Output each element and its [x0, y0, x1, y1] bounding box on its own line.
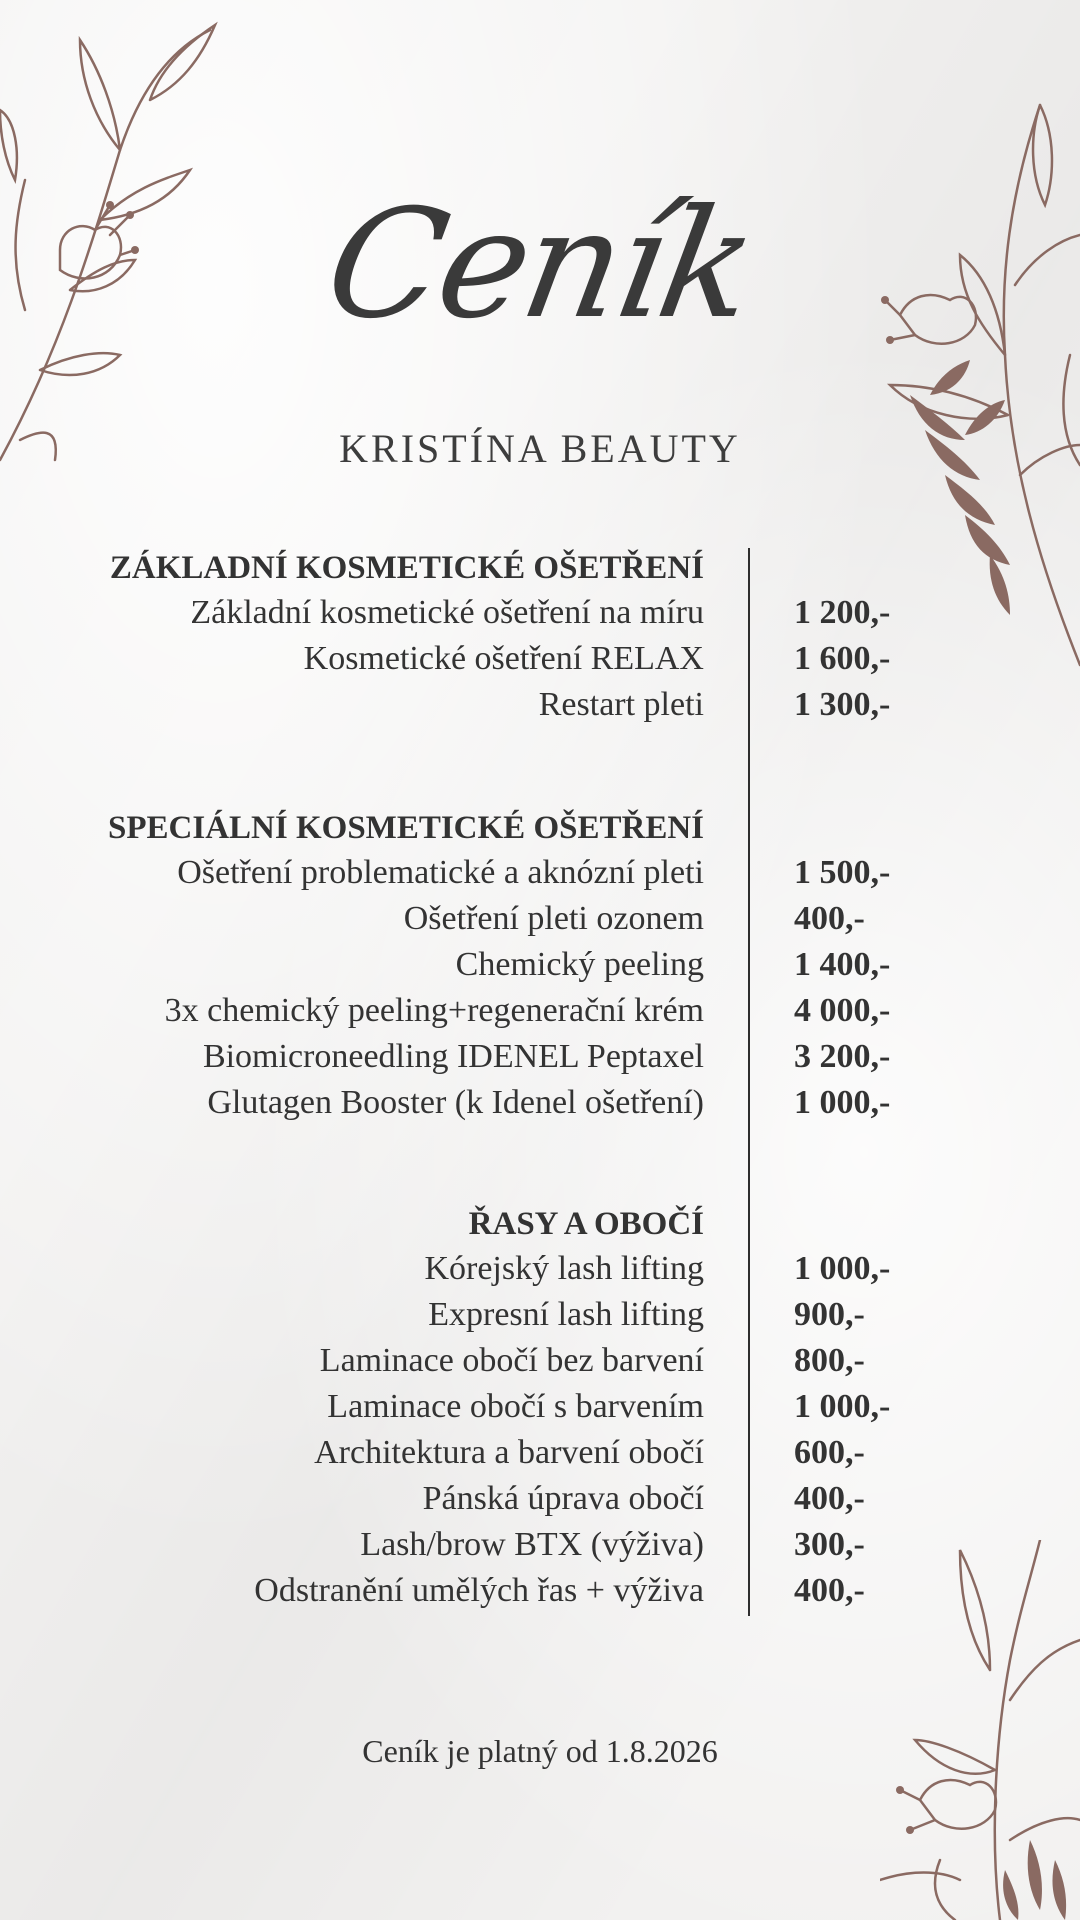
- list-item: [0, 1384, 1080, 1430]
- list-item: [0, 988, 1080, 1034]
- service-name: Kosmetické ošetření RELAX: [303, 640, 704, 677]
- service-name: Architektura a barvení obočí: [314, 1434, 704, 1471]
- list-item: [0, 1522, 1080, 1568]
- service-name: Odstranění umělých řas + výživa: [254, 1572, 704, 1609]
- service-price: 900,-: [794, 1296, 865, 1333]
- list-item: [0, 1476, 1080, 1522]
- service-price: 1 400,-: [794, 946, 891, 983]
- service-name: Restart pleti: [538, 686, 704, 723]
- service-name: Pánská úprava obočí: [422, 1480, 704, 1517]
- service-price: 1 500,-: [794, 854, 891, 891]
- service-price: 400,-: [794, 1572, 865, 1609]
- validity-note: Ceník je platný od 1.8.2026: [362, 1733, 718, 1769]
- service-name: Ošetření pleti ozonem: [403, 900, 704, 937]
- service-name: Laminace obočí s barvením: [327, 1388, 704, 1425]
- service-price: 4 000,-: [794, 992, 891, 1029]
- list-item: [0, 1246, 1080, 1292]
- service-name: Expresní lash lifting: [428, 1296, 704, 1333]
- page-title: [0, 150, 1080, 380]
- brand-name: KRISTÍNA BEAUTY: [339, 426, 741, 471]
- list-item: [0, 1034, 1080, 1080]
- title-script: Ceník: [315, 178, 765, 352]
- service-name: Lash/brow BTX (výživa): [360, 1526, 704, 1563]
- service-name: Kórejský lash lifting: [424, 1250, 704, 1287]
- service-name: Laminace obočí bez barvení: [319, 1342, 704, 1379]
- section-title: ZÁKLADNÍ KOSMETICKÉ OŠETŘENÍ: [109, 550, 704, 586]
- list-item: [0, 590, 1080, 636]
- service-price: 1 000,-: [794, 1084, 891, 1121]
- service-name: Biomicroneedling IDENEL Peptaxel: [202, 1038, 704, 1075]
- list-item: [0, 1430, 1080, 1476]
- service-name: Ošetření problematické a aknózní pleti: [177, 854, 704, 891]
- list-item: [0, 1568, 1080, 1614]
- service-name: 3x chemický peeling+regenerační krém: [164, 992, 704, 1029]
- service-price: 400,-: [794, 900, 865, 937]
- section-title: ŘASY A OBOČÍ: [468, 1206, 704, 1242]
- service-price: 1 300,-: [794, 686, 891, 723]
- service-price: 400,-: [794, 1480, 865, 1517]
- service-price: 1 000,-: [794, 1250, 891, 1287]
- list-item: [0, 682, 1080, 728]
- service-price: 1 600,-: [794, 640, 891, 677]
- list-item: [0, 850, 1080, 896]
- list-item: [0, 1292, 1080, 1338]
- list-item: [0, 942, 1080, 988]
- service-name: Základní kosmetické ošetření na míru: [190, 594, 704, 631]
- service-price: 300,-: [794, 1526, 865, 1563]
- service-price: 1 200,-: [794, 594, 891, 631]
- service-name: Chemický peeling: [455, 946, 704, 983]
- list-item: [0, 1080, 1080, 1126]
- list-item: [0, 636, 1080, 682]
- service-price: 800,-: [794, 1342, 865, 1379]
- service-name: Glutagen Booster (k Idenel ošetření): [207, 1084, 704, 1121]
- section-title: SPECIÁLNÍ KOSMETICKÉ OŠETŘENÍ: [108, 810, 704, 846]
- list-item: [0, 1338, 1080, 1384]
- service-price: 3 200,-: [794, 1038, 891, 1075]
- service-price: 1 000,-: [794, 1388, 891, 1425]
- service-price: 600,-: [794, 1434, 865, 1471]
- list-item: [0, 896, 1080, 942]
